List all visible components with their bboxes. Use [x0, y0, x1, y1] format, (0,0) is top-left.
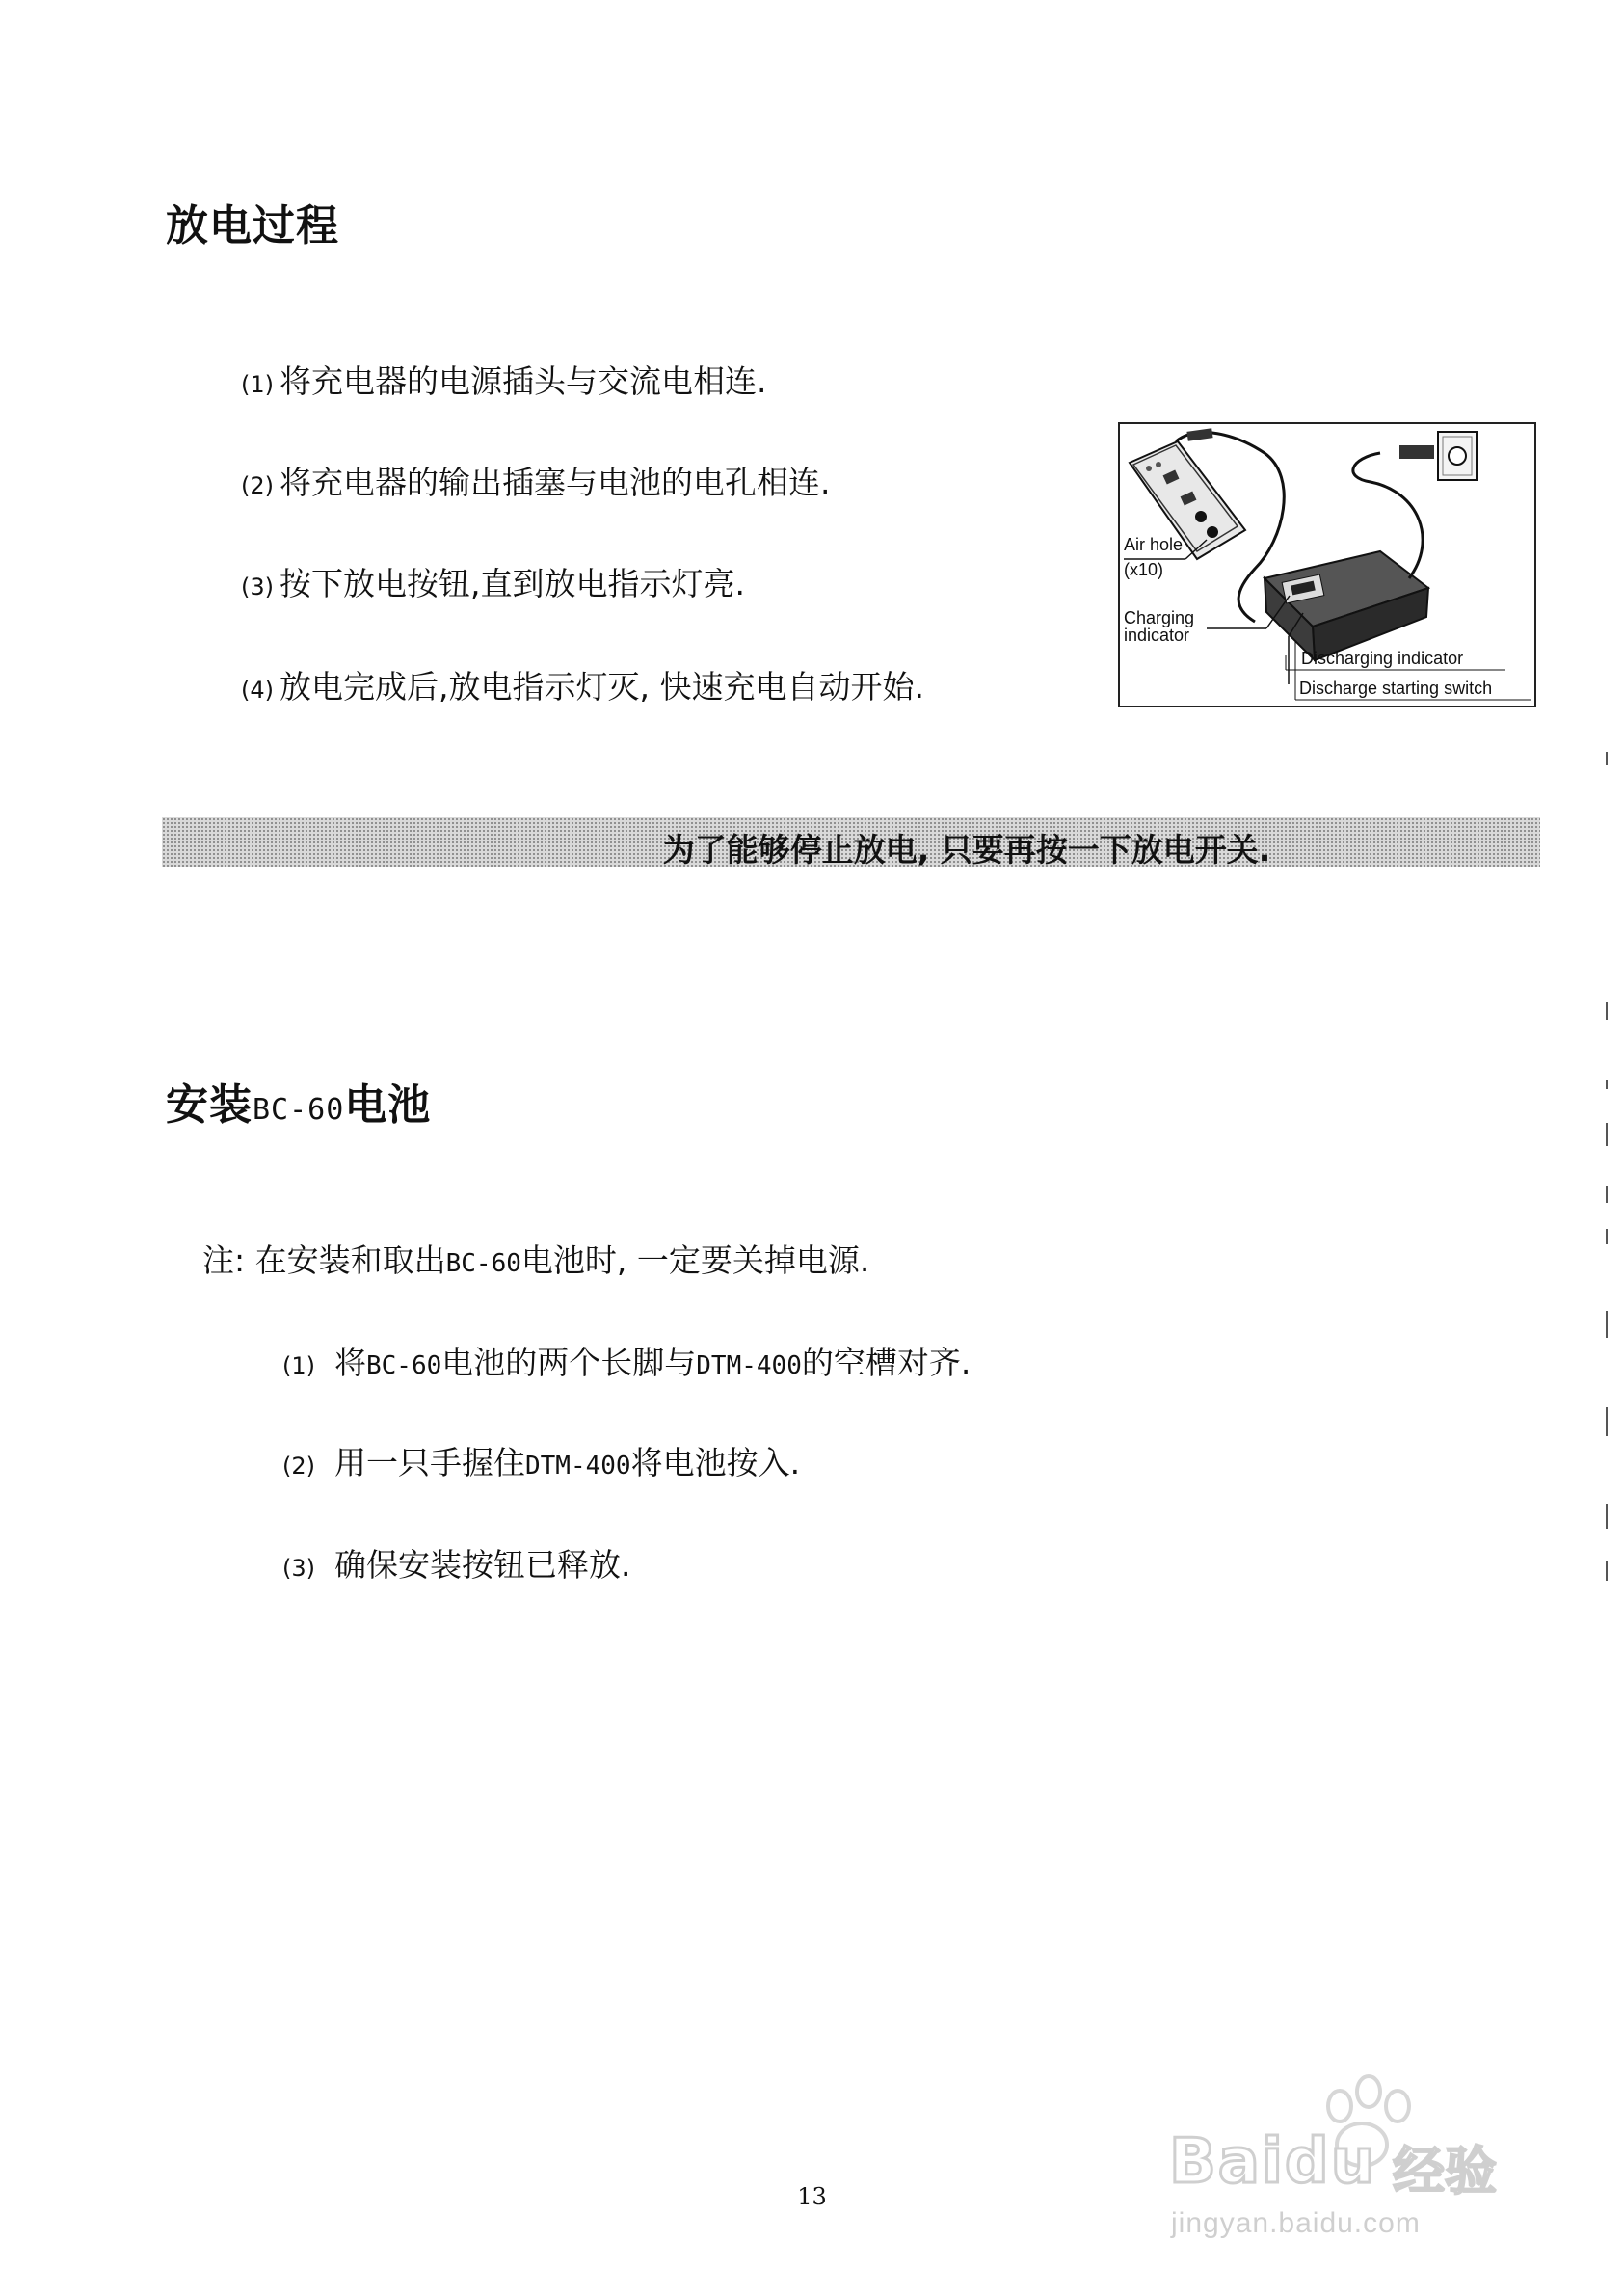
step-text: 电池的两个长脚与: [441, 1344, 697, 1381]
step-text: 将: [334, 1344, 366, 1381]
discharge-switch-label: Discharge starting switch: [1299, 679, 1493, 698]
scan-mark: [1606, 1080, 1608, 1089]
step-number: (2): [282, 1453, 315, 1480]
step-number: (1): [282, 1352, 315, 1379]
discharge-step-1: [241, 357, 767, 402]
step-text: 按下放电按钮,直到放电指示灯亮.: [280, 565, 745, 602]
baidu-jingyan-watermark: [1152, 2053, 1518, 2246]
step-number: (1): [241, 371, 274, 398]
model-code: DTM-400: [696, 1351, 802, 1380]
scan-mark: [1606, 752, 1608, 765]
step-number: (2): [241, 472, 274, 499]
scan-mark: [1606, 1123, 1608, 1146]
note-suffix: 电池时, 一定要关掉电源.: [520, 1241, 870, 1279]
notice-banner: [162, 817, 1540, 867]
page-number: 13: [797, 2183, 827, 2210]
notice-banner-text: 为了能够停止放电, 只要再按一下放电开关.: [662, 831, 1271, 868]
note-model-code: BC-60: [445, 1249, 521, 1278]
air-hole-label: Air hole: [1124, 535, 1184, 554]
step-text: 放电完成后,放电指示灯灭, 快速充电自动开始.: [280, 668, 924, 706]
model-code: BC-60: [366, 1351, 442, 1380]
step-text: 将电池按入.: [630, 1444, 801, 1481]
scan-mark: [1606, 1407, 1608, 1436]
scan-mark: [1606, 1186, 1608, 1203]
section-title-discharge: 放电过程: [166, 201, 339, 251]
watermark-service: 经验: [1393, 2141, 1497, 2202]
air-hole-count-label: (x10): [1124, 560, 1164, 579]
title-prefix: 安装: [166, 1081, 253, 1130]
step-number: (3): [241, 574, 274, 600]
discharge-step-4: [241, 662, 924, 707]
charging-indicator-label-1: Charging: [1124, 608, 1195, 627]
step-number: (3): [282, 1555, 315, 1582]
discharging-indicator-label: Discharging indicator: [1301, 649, 1464, 668]
model-code: DTM-400: [525, 1452, 631, 1481]
install-step-3: [282, 1540, 631, 1586]
note-prefix: 注: 在安装和取出: [202, 1241, 446, 1279]
charging-indicator-label-2: indicator: [1124, 626, 1190, 645]
title-model-code: BC-60: [253, 1093, 345, 1127]
step-text: 的空槽对齐.: [801, 1344, 972, 1381]
step-text: 将充电器的输出插塞与电池的电孔相连.: [280, 464, 831, 501]
install-step-2: [282, 1438, 800, 1483]
step-number: (4): [241, 677, 274, 704]
watermark-brand-text: Bai: [1169, 2126, 1285, 2198]
scan-mark: [1606, 1311, 1608, 1338]
step-text: 用一只手握住: [334, 1444, 525, 1481]
scan-mark: [1606, 1002, 1608, 1020]
step-text: 将充电器的电源插头与交流电相连.: [280, 362, 767, 400]
scan-mark: [1606, 1229, 1608, 1244]
discharge-step-2: [241, 458, 831, 503]
charger-illustration: [1118, 422, 1536, 707]
scan-mark: [1606, 1561, 1608, 1581]
title-suffix: 电池: [344, 1081, 432, 1130]
power-off-note: [202, 1236, 869, 1281]
step-text: 确保安装按钮已释放.: [334, 1546, 631, 1584]
section-title-install: [166, 1070, 431, 1132]
watermark-brand-suffix: du: [1284, 2126, 1377, 2198]
install-step-1: [282, 1338, 971, 1383]
discharge-step-3: [241, 559, 745, 604]
watermark-url: jingyan.baidu.com: [1171, 2207, 1421, 2239]
scan-mark: [1606, 1504, 1608, 1529]
